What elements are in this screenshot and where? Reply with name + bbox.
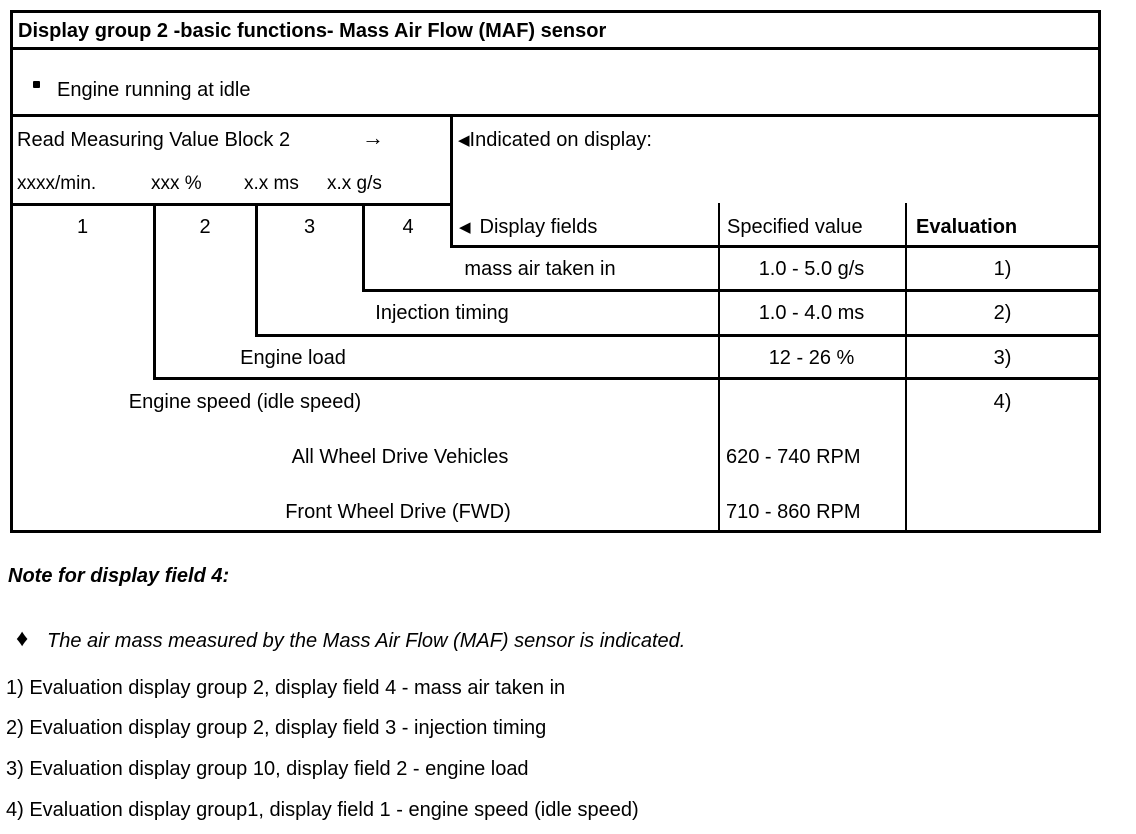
grid-line [10,203,453,206]
row-label: All Wheel Drive Vehicles [291,446,509,468]
table-border-left [10,10,13,533]
row-value: 1.0 - 5.0 g/s [758,258,865,280]
footnote: 3) Evaluation display group 10, display field 2 - engine load [6,758,529,780]
row-label: Engine load [240,347,346,369]
row-evaluation: 1) [993,258,1012,280]
row-label: Injection timing [375,302,509,324]
row-label: Engine speed (idle speed) [128,391,362,413]
unit-ms: x.x ms [244,173,299,194]
column-header-specified-value: Specified value [727,216,863,238]
row-evaluation: 3) [993,347,1012,369]
row-value: 1.0 - 4.0 ms [758,302,865,324]
grid-line [10,47,1101,50]
indicated-label: Indicated on display: [469,129,652,151]
field-number-2: 2 [199,216,211,238]
indicated-on-display [458,128,652,152]
row-label: mass air taken in [464,258,616,280]
page-title: Display group 2 -basic functions- Mass Air Flow (MAF) sensor [18,20,607,42]
grid-line [255,334,1101,337]
row-label: Front Wheel Drive (FWD) [285,501,511,523]
left-triangle-icon: ◀ [459,219,471,236]
table-border-top [10,10,1101,13]
left-triangle-icon: ◀ [458,132,470,149]
display-fields-label: Display fields [479,216,598,238]
grid-line [10,114,1101,117]
grid-line [450,245,1101,248]
note-heading: Note for display field 4: [8,565,230,587]
column-header-evaluation: Evaluation [916,216,1018,238]
bullet-icon [33,81,40,88]
unit-pct: xxx % [151,173,202,194]
row-evaluation: 4) [993,391,1012,413]
right-arrow-icon: → [362,125,384,150]
grid-line [153,377,1101,380]
note-text: The air mass measured by the Mass Air Flow (MAF) sensor is indicated. [47,630,686,652]
condition-text: Engine running at idle [57,79,251,101]
footnote: 1) Evaluation display group 2, display field 4 - mass air taken in [6,677,566,699]
field-number-1: 1 [76,216,89,238]
field-number-4: 4 [402,216,414,238]
unit-gs: x.x g/s [327,173,382,194]
measuring-block-label: Read Measuring Value Block 2 [17,129,291,151]
diamond-bullet-icon: ♦ [16,625,29,652]
unit-rpm: xxxx/min. [17,173,97,194]
footnote: 2) Evaluation display group 2, display field 3 - injection timing [6,717,547,739]
column-header-display-fields [459,215,597,239]
table-border-bottom [10,530,1101,533]
footnote: 4) Evaluation display group1, display field 1 - engine speed (idle speed) [6,799,639,821]
row-evaluation: 2) [993,302,1012,324]
row-value: 12 - 26 % [768,347,855,369]
row-value: 620 - 740 RPM [726,446,861,468]
grid-line [362,289,1101,292]
row-value: 710 - 860 RPM [726,501,861,523]
field-number-3: 3 [303,216,316,238]
